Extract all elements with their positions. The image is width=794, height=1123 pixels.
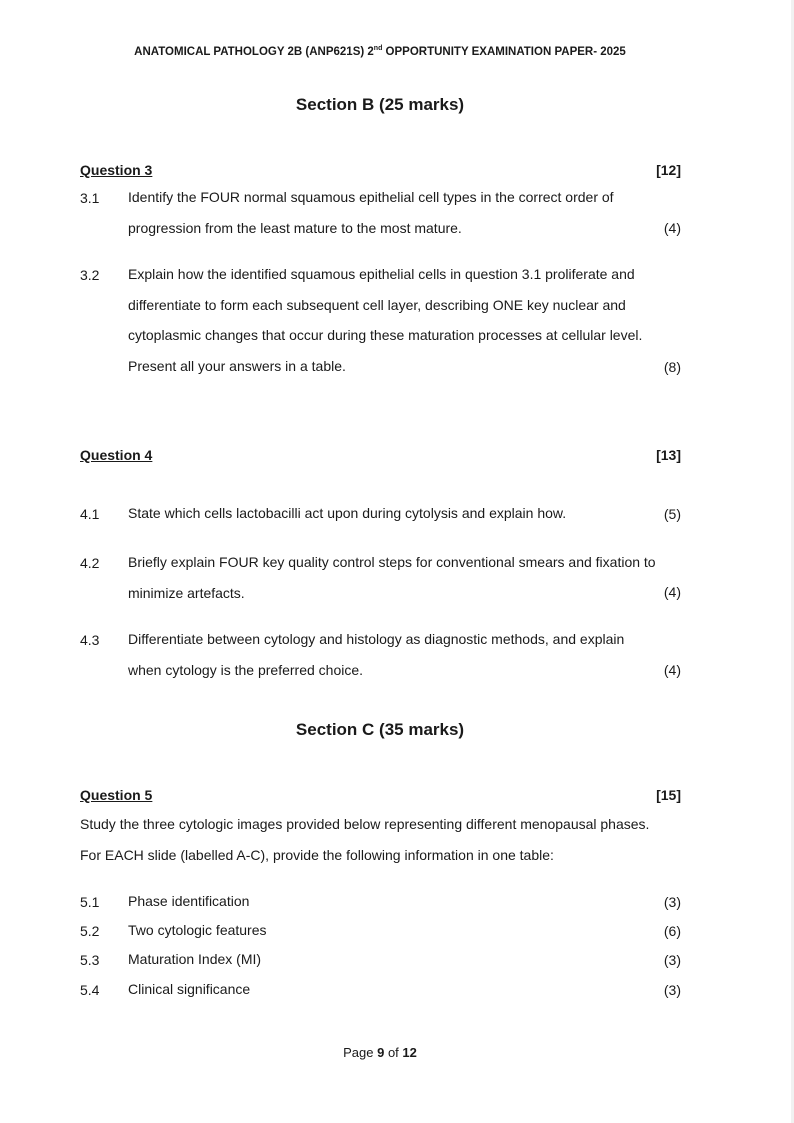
item-text: State which cells lactobacilli act upon during cytolysis and explain how.	[128, 505, 567, 521]
page-footer	[0, 1045, 760, 1060]
page-number: 9	[377, 1045, 385, 1060]
item-number: 3.1	[80, 190, 100, 206]
item-number: 5.3	[80, 952, 100, 968]
section-b-title: Section B (25 marks)	[295, 95, 465, 114]
question-5-total: [15]	[656, 787, 681, 803]
item-marks: (4)	[663, 662, 681, 678]
question-5-intro: Study the three cytologic images provided below representing different menopausal phases. For EACH slide (labelled A-C), provide the following information in one table:	[80, 816, 650, 863]
item-marks: (4)	[663, 584, 681, 600]
item-marks: (3)	[663, 982, 681, 998]
footer-text: of	[384, 1045, 403, 1060]
item-number: 4.2	[80, 555, 100, 571]
item-marks: (3)	[663, 894, 681, 910]
section-c-title: Section C (35 marks)	[295, 720, 465, 739]
question-4-title: Question 4	[80, 447, 153, 463]
item-number: 5.2	[80, 923, 100, 939]
item-text: Maturation Index (MI)	[128, 951, 262, 967]
item-text: Differentiate between cytology and histology as diagnostic methods, and explain when cytology is the preferred choice.	[128, 631, 625, 678]
page-header	[0, 45, 760, 58]
item-text: Two cytologic features	[128, 922, 267, 938]
item-number: 5.1	[80, 894, 100, 910]
item-marks: (5)	[663, 506, 681, 522]
item-text: Explain how the identified squamous epithelial cells in question 3.1 proliferate and differentiate to form each subsequent cell layer, describing ONE key nuclear and cytoplasmic changes that occur during these maturation processes at cellular level. Present all your answers in a table.	[128, 266, 643, 374]
header-sup: nd	[373, 45, 383, 52]
question-3-title: Question 3	[80, 162, 153, 178]
header-text-rest: OPPORTUNITY EXAMINATION PAPER- 2025	[382, 45, 626, 58]
item-text: Briefly explain FOUR key quality control steps for conventional smears and fixation to minimize artefacts.	[128, 554, 656, 601]
item-text: Phase identification	[128, 893, 250, 909]
item-marks: (8)	[663, 359, 681, 375]
item-number: 4.3	[80, 632, 100, 648]
header-text: ANATOMICAL PATHOLOGY 2B (ANP621S) 2	[134, 45, 374, 58]
item-number: 4.1	[80, 506, 100, 522]
item-marks: (3)	[663, 952, 681, 968]
item-marks: (6)	[663, 923, 681, 939]
question-3-total: [12]	[656, 162, 681, 178]
item-number: 5.4	[80, 982, 100, 998]
question-4-total: [13]	[656, 447, 681, 463]
page-total: 12	[402, 1045, 417, 1060]
item-text: Identify the FOUR normal squamous epithelial cell types in the correct order of progression from the least mature to the most mature.	[128, 189, 614, 236]
item-number: 3.2	[80, 267, 100, 283]
item-marks: (4)	[663, 220, 681, 236]
question-5-title: Question 5	[80, 787, 153, 803]
footer-text: Page	[343, 1045, 378, 1060]
item-text: Clinical significance	[128, 981, 251, 997]
